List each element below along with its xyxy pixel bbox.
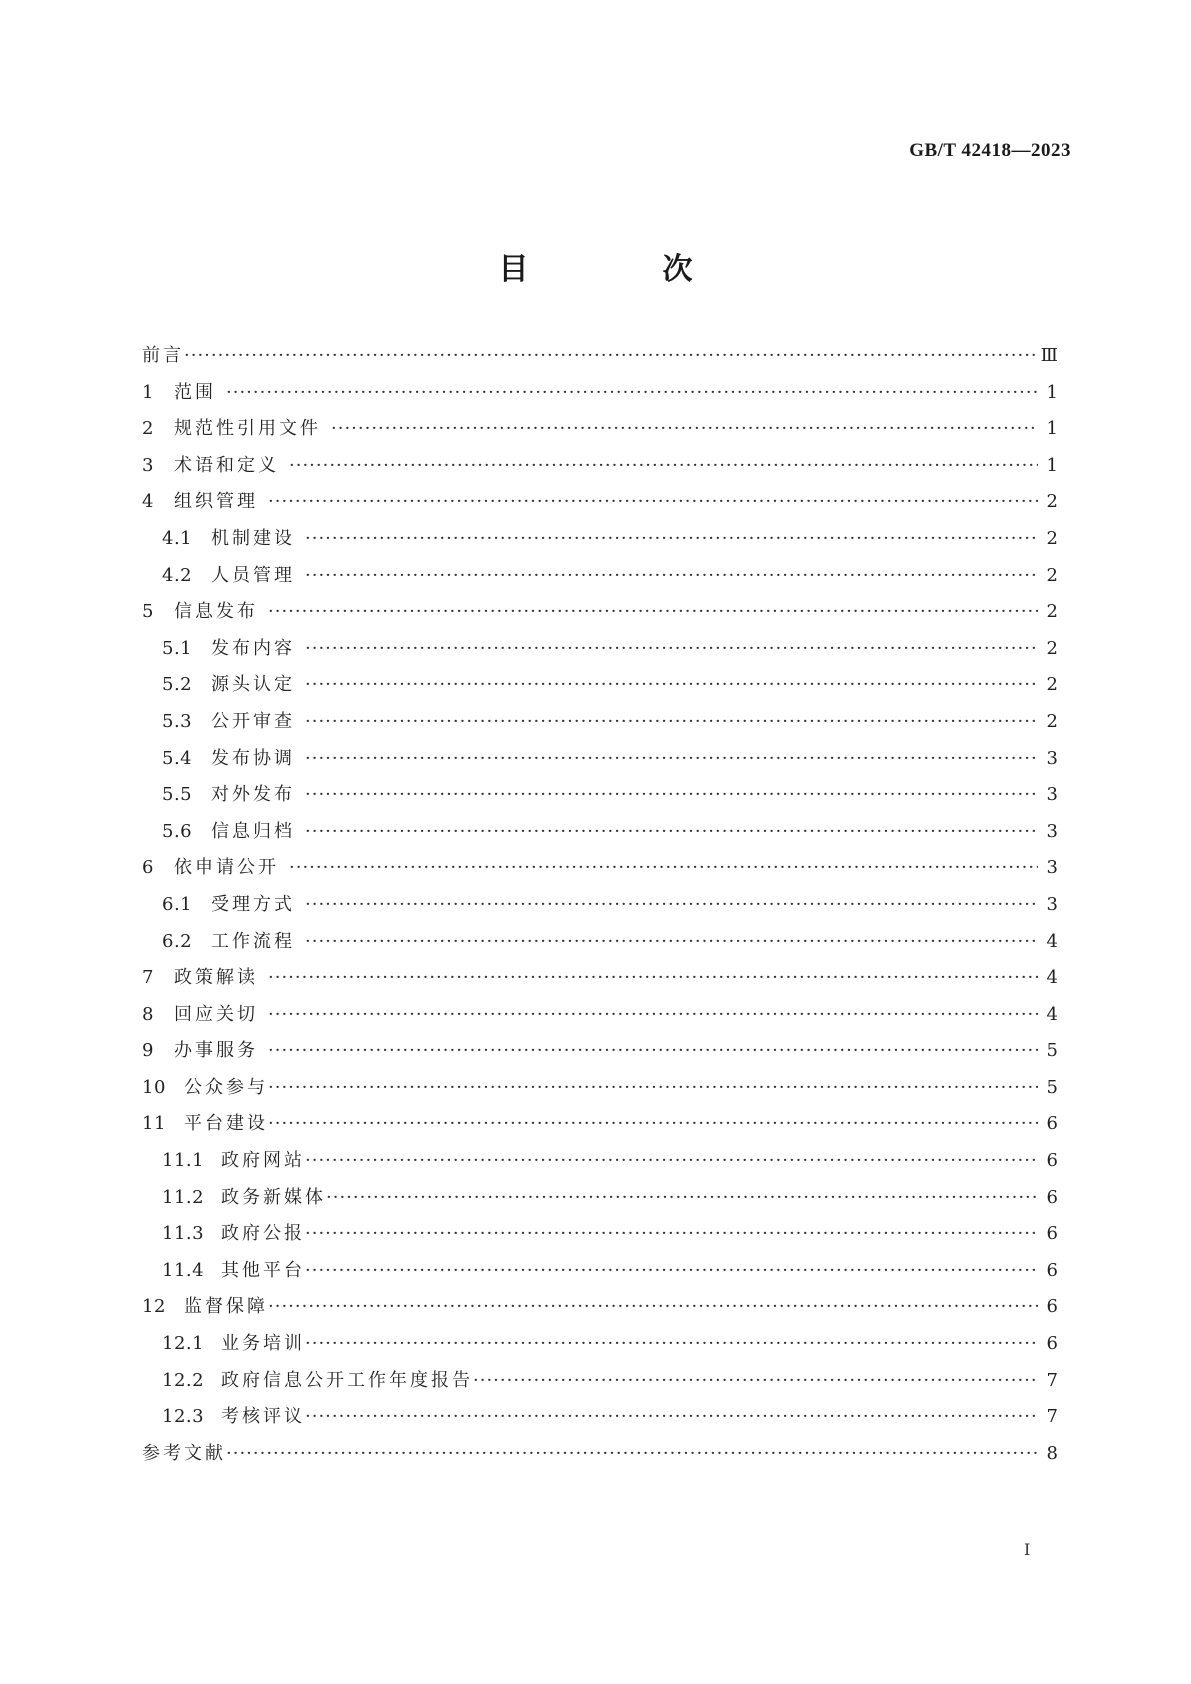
toc-entry[interactable] <box>142 484 1058 521</box>
toc-entry-page: 4 <box>1046 930 1058 952</box>
toc-entry-page: 2 <box>1046 491 1058 513</box>
toc-entry[interactable] <box>142 850 1058 887</box>
toc-entry[interactable] <box>142 521 1058 558</box>
toc-entry-page: 5 <box>1046 1040 1058 1062</box>
toc-entry[interactable] <box>142 667 1058 704</box>
toc-entry-page: 6 <box>1046 1223 1058 1245</box>
toc-dot-leader <box>226 375 1038 412</box>
toc-entry-page: 2 <box>1046 710 1058 732</box>
toc-entry-number: 12 <box>142 1296 166 1318</box>
toc-dot-leader <box>305 631 1038 668</box>
toc-dot-leader <box>305 704 1038 741</box>
toc-entry[interactable] <box>142 887 1058 924</box>
toc-entry[interactable] <box>142 777 1058 814</box>
toc-entry-number: 6.2 <box>162 930 193 952</box>
toc-entry-page: 1 <box>1046 381 1058 403</box>
toc-entry-page: 7 <box>1046 1406 1058 1428</box>
toc-entry-title: 政府信息公开工作年度报告 <box>221 1369 473 1391</box>
toc-dot-leader <box>268 1070 1038 1107</box>
toc-entry-title: 规范性引用文件 <box>174 418 321 440</box>
toc-entry-title: 前言 <box>142 345 184 366</box>
toc-entry-title: 业务培训 <box>221 1333 305 1355</box>
toc-entry-title: 信息发布 <box>174 601 258 623</box>
toc-dot-leader <box>305 558 1038 595</box>
toc-dot-leader <box>268 1106 1038 1143</box>
toc-entry-number: 12.3 <box>162 1406 205 1428</box>
toc-entry-title: 监督保障 <box>184 1296 268 1318</box>
toc-entry[interactable] <box>142 1436 1058 1473</box>
toc-entry-page: 1 <box>1046 454 1058 476</box>
toc-entry-number: 8 <box>142 1003 154 1025</box>
toc-dot-leader <box>289 448 1038 485</box>
toc-entry-title: 政府网站 <box>221 1150 305 1172</box>
toc-entry-page: 3 <box>1046 747 1058 769</box>
toc-entry-number: 11.1 <box>162 1150 205 1172</box>
toc-dot-leader <box>184 338 1035 375</box>
toc-entry-title: 人员管理 <box>211 564 295 586</box>
table-of-contents <box>142 338 1058 1472</box>
toc-entry-number: 5.5 <box>162 784 193 806</box>
toc-entry-title: 源头认定 <box>211 674 295 696</box>
toc-entry[interactable] <box>142 1180 1058 1217</box>
toc-dot-leader <box>326 1180 1038 1217</box>
toc-entry-number: 1 <box>142 381 154 403</box>
toc-entry-page: 8 <box>1046 1442 1058 1464</box>
toc-entry-page: 2 <box>1046 564 1058 586</box>
toc-entry-title: 发布协调 <box>211 747 295 769</box>
toc-entry[interactable] <box>142 704 1058 741</box>
toc-entry-number: 6.1 <box>162 893 193 915</box>
toc-dot-leader <box>305 667 1038 704</box>
toc-entry-page: 6 <box>1046 1259 1058 1281</box>
toc-entry[interactable] <box>142 448 1058 485</box>
toc-entry[interactable] <box>142 411 1058 448</box>
toc-entry-title: 对外发布 <box>211 784 295 806</box>
toc-entry[interactable] <box>142 375 1058 412</box>
toc-dot-leader <box>473 1363 1038 1400</box>
toc-entry-title: 信息归档 <box>211 820 295 842</box>
toc-entry-title: 发布内容 <box>211 637 295 659</box>
page-title: 目 次 <box>498 252 745 287</box>
toc-dot-leader <box>226 1436 1038 1473</box>
toc-entry-number: 4.1 <box>162 527 193 549</box>
toc-entry-title: 政务新媒体 <box>221 1186 326 1208</box>
toc-entry[interactable] <box>142 1289 1058 1326</box>
toc-entry-number: 5.3 <box>162 710 193 732</box>
toc-entry-title: 工作流程 <box>211 930 295 952</box>
toc-entry-title: 机制建设 <box>211 527 295 549</box>
toc-entry-title: 公开审查 <box>211 710 295 732</box>
toc-entry[interactable] <box>142 1253 1058 1290</box>
toc-entry-page: 6 <box>1046 1186 1058 1208</box>
toc-entry-page: 1 <box>1046 418 1058 440</box>
toc-entry-number: 10 <box>142 1076 166 1098</box>
toc-entry-number: 11.4 <box>162 1259 205 1281</box>
toc-entry-page: 6 <box>1046 1113 1058 1135</box>
toc-entry-number: 2 <box>142 418 154 440</box>
toc-entry-page: 2 <box>1046 637 1058 659</box>
toc-entry-number: 5.1 <box>162 637 193 659</box>
toc-dot-leader <box>305 924 1038 961</box>
toc-entry-title: 依申请公开 <box>174 857 279 879</box>
toc-entry[interactable] <box>142 1399 1058 1436</box>
toc-entry[interactable] <box>142 1326 1058 1363</box>
toc-dot-leader <box>305 1253 1038 1290</box>
toc-entry[interactable] <box>142 924 1058 961</box>
toc-entry-title: 范围 <box>174 381 216 403</box>
toc-entry-title: 术语和定义 <box>174 454 279 476</box>
toc-entry[interactable] <box>142 1106 1058 1143</box>
page-number: I <box>1024 1540 1031 1559</box>
toc-dot-leader <box>268 484 1038 521</box>
toc-dot-leader <box>305 1326 1038 1363</box>
toc-entry-page: 3 <box>1046 857 1058 879</box>
toc-entry-number: 5.4 <box>162 747 193 769</box>
toc-entry[interactable] <box>142 1033 1058 1070</box>
toc-entry-page: 6 <box>1046 1296 1058 1318</box>
toc-entry-number: 6 <box>142 857 154 879</box>
toc-dot-leader <box>305 814 1038 851</box>
toc-entry-page: 6 <box>1046 1333 1058 1355</box>
toc-entry-page: 2 <box>1046 527 1058 549</box>
toc-entry-number: 3 <box>142 454 154 476</box>
toc-dot-leader <box>305 1216 1038 1253</box>
toc-entry-number: 7 <box>142 967 154 989</box>
toc-dot-leader <box>289 850 1038 887</box>
toc-entry-title: 办事服务 <box>174 1040 258 1062</box>
toc-entry[interactable] <box>142 1216 1058 1253</box>
toc-entry-page: 7 <box>1046 1369 1058 1391</box>
toc-entry-title: 平台建设 <box>184 1113 268 1135</box>
toc-entry[interactable] <box>142 814 1058 851</box>
toc-entry-number: 11.3 <box>162 1223 205 1245</box>
toc-entry[interactable] <box>142 997 1058 1034</box>
toc-entry-title: 回应关切 <box>174 1003 258 1025</box>
toc-entry[interactable] <box>142 594 1058 631</box>
toc-dot-leader <box>331 411 1038 448</box>
toc-entry-number: 4.2 <box>162 564 193 586</box>
toc-entry[interactable] <box>142 558 1058 595</box>
toc-entry[interactable] <box>142 1363 1058 1400</box>
toc-entry[interactable] <box>142 1070 1058 1107</box>
toc-entry-title: 政府公报 <box>221 1223 305 1245</box>
toc-entry-page: 2 <box>1046 674 1058 696</box>
toc-dot-leader <box>305 1399 1038 1436</box>
toc-entry-page: 4 <box>1046 967 1058 989</box>
standard-code: GB/T 42418—2023 <box>909 140 1071 161</box>
toc-entry-title: 其他平台 <box>221 1259 305 1281</box>
toc-dot-leader <box>268 1289 1038 1326</box>
toc-entry-number: 12.1 <box>162 1333 205 1355</box>
toc-entry-page: 4 <box>1046 1003 1058 1025</box>
toc-entry-number: 9 <box>142 1040 154 1062</box>
toc-entry-page: 3 <box>1046 784 1058 806</box>
toc-entry-page: 6 <box>1046 1150 1058 1172</box>
toc-entry-number: 5.2 <box>162 674 193 696</box>
toc-entry-title: 考核评议 <box>221 1406 305 1428</box>
toc-entry-page: 3 <box>1046 820 1058 842</box>
toc-entry-title: 组织管理 <box>174 491 258 513</box>
toc-entry-page: 5 <box>1046 1076 1058 1098</box>
toc-entry-title: 参考文献 <box>142 1442 226 1464</box>
toc-dot-leader <box>268 960 1038 997</box>
toc-entry-title: 受理方式 <box>211 893 295 915</box>
toc-dot-leader <box>305 1143 1038 1180</box>
toc-entry[interactable] <box>142 960 1058 997</box>
toc-entry-page: 3 <box>1046 893 1058 915</box>
toc-dot-leader <box>305 521 1038 558</box>
toc-entry-number: 12.2 <box>162 1369 205 1391</box>
toc-dot-leader <box>268 594 1038 631</box>
toc-entry[interactable] <box>142 338 1058 375</box>
toc-dot-leader <box>305 741 1038 778</box>
toc-entry[interactable] <box>142 631 1058 668</box>
toc-entry[interactable] <box>142 741 1058 778</box>
toc-entry-page: 2 <box>1046 601 1058 623</box>
toc-dot-leader <box>268 997 1038 1034</box>
toc-entry-title: 政策解读 <box>174 967 258 989</box>
toc-dot-leader <box>268 1033 1038 1070</box>
toc-dot-leader <box>305 887 1038 924</box>
toc-entry-number: 5 <box>142 601 154 623</box>
toc-entry-number: 11.2 <box>162 1186 205 1208</box>
toc-entry-title: 公众参与 <box>184 1076 268 1098</box>
toc-entry-number: 4 <box>142 491 154 513</box>
toc-entry-number: 5.6 <box>162 820 193 842</box>
toc-dot-leader <box>305 777 1038 814</box>
toc-entry-number: 11 <box>142 1113 166 1135</box>
toc-entry-page: Ⅲ <box>1040 345 1058 366</box>
toc-entry[interactable] <box>142 1143 1058 1180</box>
